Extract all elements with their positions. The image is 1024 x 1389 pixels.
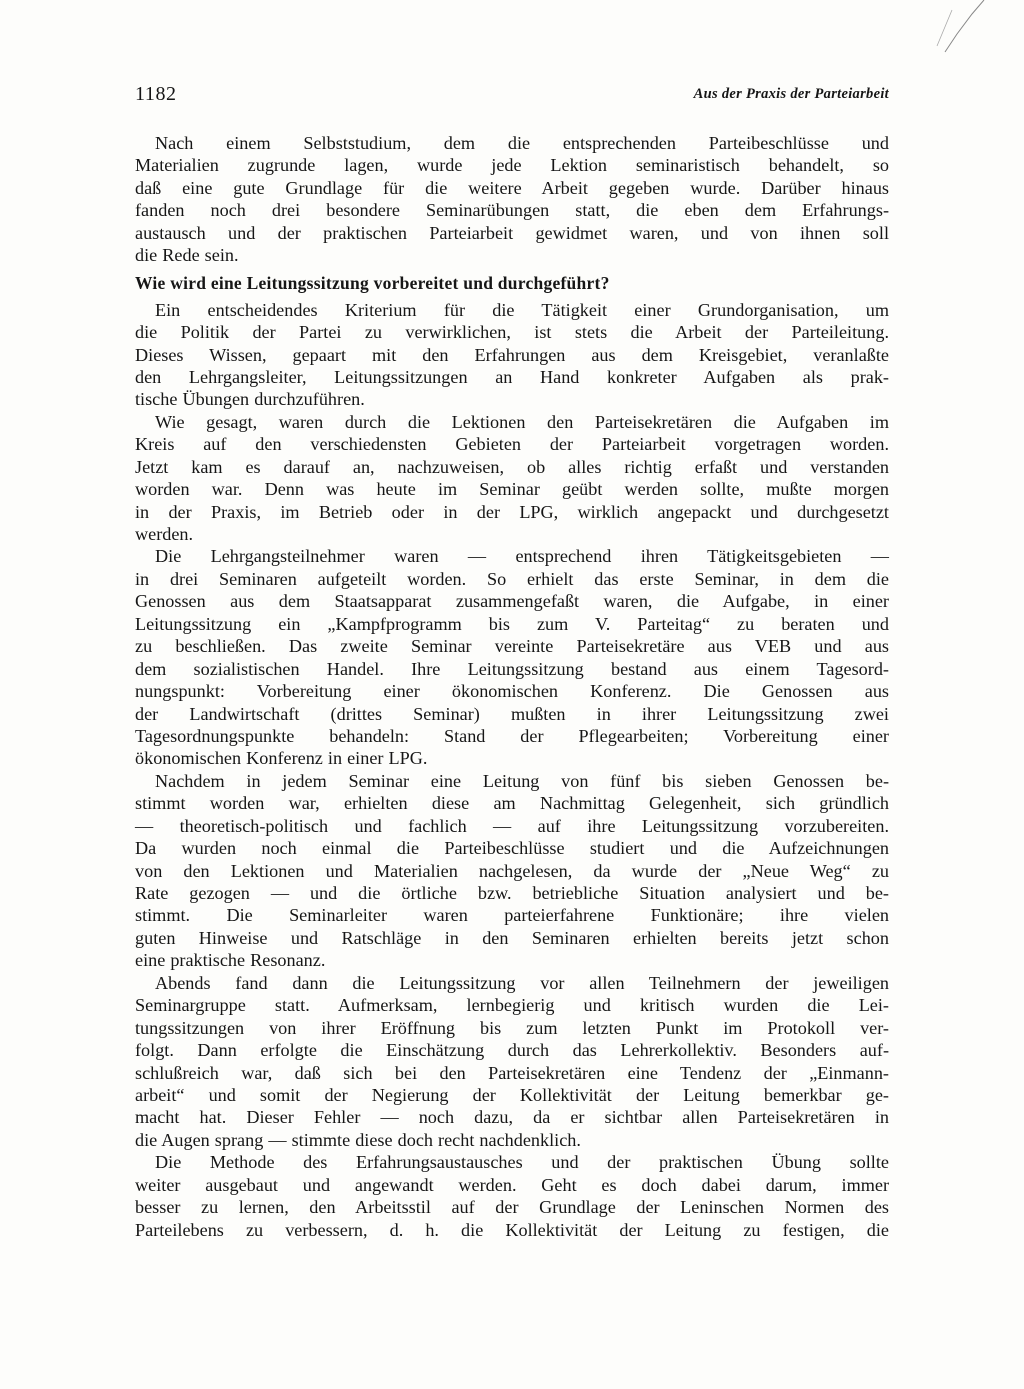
text-line: — theoretisch-politisch und fachlich — auf ihre Leitungssitzung vorzubereiten. (135, 815, 889, 836)
text-line: austausch und der praktischen Parteiarbeit gewidmet waren, und von ihnen soll (135, 222, 889, 243)
text-line: Materialien zugrunde lagen, wurde jede Lektion seminaristisch behandelt, so (135, 155, 889, 176)
text-line: zu beschließen. Das zweite Seminar vereinte Parteisekretäre aus VEB und aus (135, 636, 889, 657)
text-line: arbeit“ und somit der Negierung der Kollektivität der Leitung bemerkbar ge- (135, 1084, 889, 1105)
text-line: Dieses Wissen, gepaart mit den Erfahrungen aus dem Kreisgebiet, veranlaßte (135, 344, 889, 365)
text-line: eine praktische Resonanz. (135, 950, 326, 971)
text-line: dem sozialistischen Handel. Ihre Leitungssitzung bestand aus einem Tagesord- (135, 658, 889, 679)
text-line: Tagesordnungspunkte behandeln: Stand der Pflegearbeiten; Vorbereitung einer (135, 725, 889, 746)
text-line: weiter ausgebaut und angewandt werden. Geht es doch dabei darum, immer (135, 1174, 889, 1195)
article-body (135, 132, 889, 1241)
text-line: tungssitzungen von ihrer Eröffnung bis zum letzten Punkt im Protokoll ver- (135, 1017, 889, 1038)
page-header (135, 82, 889, 106)
text-line: der Landwirtschaft (drittes Seminar) mußten in ihrer Leitungssitzung zwei (135, 703, 889, 724)
text-line: Ein entscheidendes Kriterium für die Tätigkeit einer Grundorganisation, um (155, 299, 889, 320)
text-line: stimmt. Die Seminarleiter waren parteierfahrene Funktionäre; ihre vielen (135, 905, 889, 926)
text-line: Nach einem Selbststudium, dem die entsprechenden Parteibeschlüsse und (155, 133, 889, 153)
text-line: Wie gesagt, waren durch die Lektionen den Parteisekretären die Aufgaben im (155, 411, 889, 432)
text-line: Rate gezogen — und die örtliche bzw. betriebliche Situation analysiert und be- (135, 883, 889, 903)
text-line: die Rede sein. (135, 245, 239, 266)
running-head: Aus der Praxis der Parteiarbeit (693, 86, 889, 102)
text-line: Die Lehrgangsteilnehmer waren — entsprechend ihren Tätigkeitsgebieten — (155, 546, 889, 567)
text-line: den Lehrgangsleiter, Leitungssitzungen an Hand konkreter Aufgaben als prak- (135, 366, 889, 387)
text-line: Nachdem in jedem Seminar eine Leitung von fünf bis sieben Genossen be- (155, 770, 889, 791)
text-line: guten Hinweise und Ratschläge in den Seminaren erhielten bereits jetzt schon (135, 927, 889, 948)
text-line: Die Methode des Erfahrungsaustausches und der praktischen Übung sollte (155, 1152, 889, 1173)
text-line: schlußreich war, daß sich bei den Parteisekretären eine Tendenz der „Einmann- (135, 1062, 889, 1083)
text-line: die Politik der Partei zu verwirklichen, ist stets die Arbeit der Parteileitung. (135, 322, 889, 343)
section-heading: Wie wird eine Leitungssitzung vorbereitet und durchgeführt? (135, 272, 610, 293)
text-line: Da wurden noch einmal die Parteibeschlüsse studiert und die Aufzeichnungen (135, 838, 889, 859)
page-number: 1182 (135, 83, 177, 105)
text-line: in drei Seminaren aufgeteilt worden. So erhielt das erste Seminar, in dem die (135, 568, 889, 589)
text-line: tische Übungen durchzuführen. (135, 389, 365, 410)
text-line: werden. (135, 524, 194, 544)
text-line: Jetzt kam es darauf an, nachzuweisen, ob alles richtig erfaßt und verstanden (135, 456, 889, 477)
text-line: folgt. Dann erfolgte die Einschätzung durch das Lehrerkollektiv. Besonders auf- (135, 1040, 889, 1061)
text-line: Parteilebens zu verbessern, d. h. die Kollektivität der Leitung zu festigen, die (135, 1219, 889, 1240)
text-line: stimmt worden war, erhielten diese am Nachmittag Gelegenheit, sich gründlich (135, 793, 889, 814)
text-line: Seminargruppe statt. Aufmerksam, lernbegierig und kritisch wurden die Lei- (135, 995, 889, 1016)
text-line: Abends fand dann die Leitungssitzung vor allen Teilnehmern der jeweiligen (155, 972, 889, 993)
text-line: Kreis auf den verschiedensten Gebieten der Parteiarbeit vorgetragen worden. (135, 434, 889, 455)
text-line: worden war. Denn was heute im Seminar geübt werden sollte, mußte morgen (135, 479, 889, 500)
text-line: die Augen sprang — stimmte diese doch recht nachdenklich. (135, 1129, 581, 1150)
text-line: ökonomischen Konferenz in einer LPG. (135, 748, 428, 769)
text-line: fanden noch drei besondere Seminarübungen statt, die eben dem Erfahrungs- (135, 200, 889, 221)
text-line: Genossen aus dem Staatsapparat zusammengefaßt waren, die Aufgabe, in einer (135, 591, 889, 612)
text-line: in der Praxis, im Betrieb oder in der LPG, wirklich angepackt und durchgesetzt (135, 501, 889, 522)
text-line: Leitungssitzung ein „Kampfprogramm bis zum V. Parteitag“ zu beraten und (135, 613, 889, 634)
text-line: nungspunkt: Vorbereitung einer ökonomischen Konferenz. Die Genossen aus (135, 681, 889, 702)
text-line: von den Lektionen und Materialien nachgelesen, da wurde der „Neue Weg“ zu (135, 860, 889, 881)
text-line: daß eine gute Grundlage für die weitere Arbeit gegeben wurde. Darüber hinaus (135, 177, 889, 198)
text-line: besser zu lernen, den Arbeitsstil auf der Grundlage der Leninschen Normen des (135, 1197, 889, 1218)
text-line: macht hat. Dieser Fehler — noch dazu, da er sichtbar allen Parteisekretären in (135, 1107, 889, 1128)
